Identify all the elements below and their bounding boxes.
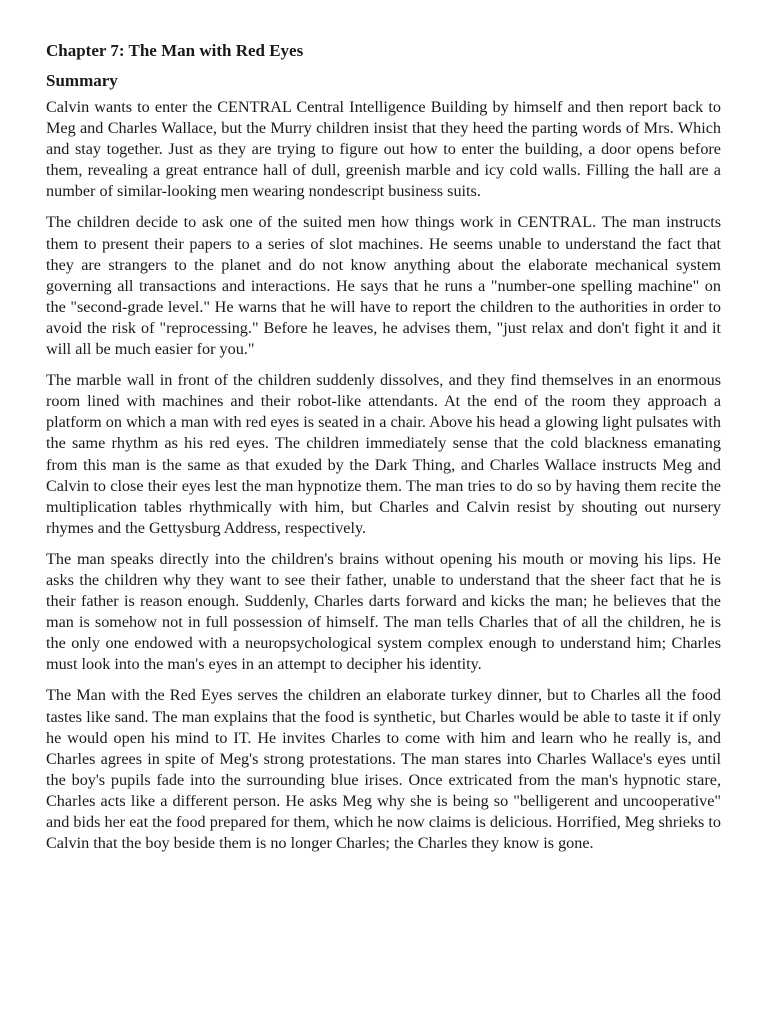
paragraph-3: The marble wall in front of the children suddenly dissolves, and they find themselves in an enormous room lined with machines and their robot-like attendants. At the end of the room they approach a platform on which a man with red eyes is seated in a chair. Above his head a glowing light pulsates with the same rhythm as his red eyes. The children immediately sense that the cold blackness emanating from this man is the same as that exuded by the Dark Thing, and Charles Wallace instructs Meg and Calvin to close their eyes lest the man hypnotize them. The man tries to do so by having them recite the multiplication tables rhythmically with him, but Charles and Calvin resist by shouting out nursery rhymes and the Gettysburg Address, respectively. (46, 371, 721, 537)
section-title: Summary (46, 71, 118, 90)
chapter-title: Chapter 7: The Man with Red Eyes (46, 41, 304, 60)
paragraph-4: The man speaks directly into the children's brains without opening his mouth or moving his lips. He asks the children why they want to see their father, unable to understand that the sheer fact that he is their father is reason enough. Suddenly, Charles darts forward and kicks the man; he believes that the man is somehow not in full possession of himself. The man tells Charles that of all the children, he is the only one endowed with a neuropsychological system complex enough to understand him; Charles must look into the man's eyes in an attempt to decipher his identity. (46, 549, 721, 674)
paragraph-5: The Man with the Red Eyes serves the children an elaborate turkey dinner, but to Charles all the food tastes like sand. The man explains that the food is synthetic, but Charles would be able to taste it if only he would open his mind to IT. He invites Charles to come with him and learn who he really is, and Charles agrees in spite of Meg's strong protestations. The man stares into Charles Wallace's eyes until the boy's pupils fade into the surrounding blue irises. Once extricated from the man's hypnotic stare, Charles acts like a different person. He asks Meg why she is being so "belligerent and uncooperative" and bids her eat the food prepared for them, which he now claims is delicious. Horrified, Meg shrieks to Calvin that the boy beside them is no longer Charles; the Charles they know is gone. (46, 686, 721, 853)
paragraph-1: Calvin wants to enter the CENTRAL Central Intelligence Building by himself and then report back to Meg and Charles Wallace, but the Murry children insist that they heed the parting words of Mrs. Which and stay together. Just as they are trying to figure out how to enter the building, a door opens before them, revealing a great entrance hall of dull, greenish marble and icy cold walls. Filling the hall are a number of similar-looking men wearing nondescript business suits. (46, 98, 721, 201)
paragraph-2: The children decide to ask one of the suited men how things work in CENTRAL. The man instructs them to present their papers to a series of slot machines. He seems unable to understand the fact that they are strangers to the planet and do not know anything about the elaborate mechanical system governing all transactions and interactions. He says that he runs a "number-one spelling machine" on the "second-grade level." He warns that he will have to report the children to the authorities in order to avoid the risk of "reprocessing." Before he leaves, he advises them, "just relax and don't fight it and it will all be much easier for you." (46, 213, 721, 359)
document-page (46, 40, 721, 864)
